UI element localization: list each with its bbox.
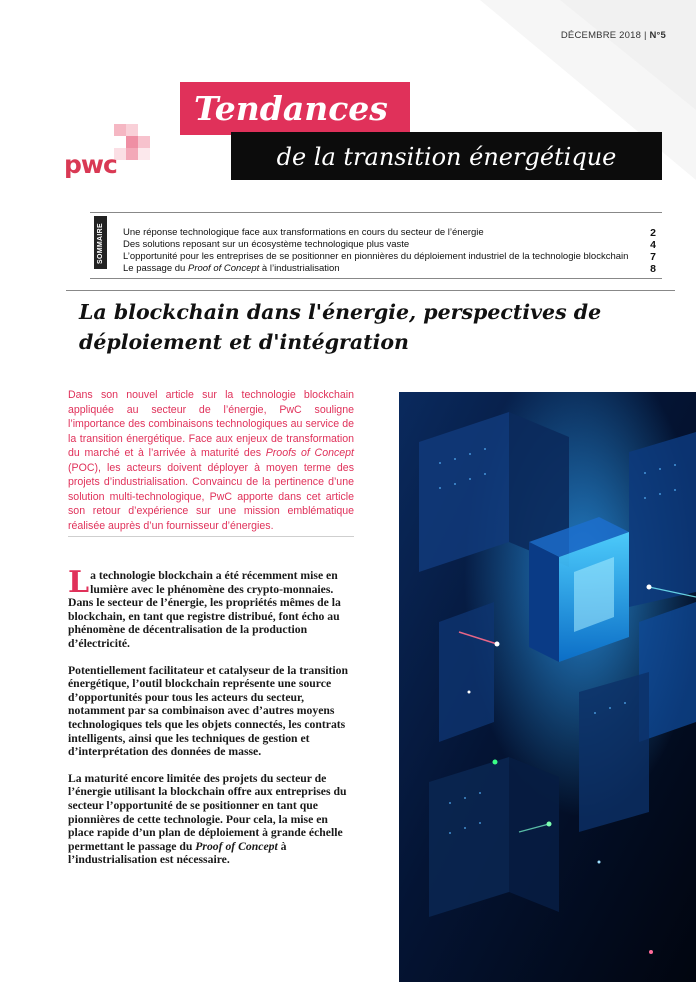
article-lead <box>68 388 354 533</box>
issue-separator: | <box>643 30 647 41</box>
lead-divider <box>68 536 354 537</box>
paragraph-3-italic: Proof of Concept <box>195 839 278 853</box>
toc-text-after: à l’industrialisation <box>259 263 340 274</box>
toc-entry-page: 2 <box>650 227 656 239</box>
lead-text-1: Dans son nouvel article sur la technologie blockchain appliquée au secteur de l’énergie, PwC souligne l’importance des combinaisons technologiques au service de la transition énergétique. Face aux enjeux de transformation du marché et à l’arrivée à maturité des <box>68 389 354 459</box>
table-of-contents <box>90 212 662 279</box>
toc-text-before: Le passage du <box>123 263 188 274</box>
toc-entry[interactable] <box>123 239 656 251</box>
masthead-subtitle: de la transition énergétique <box>231 132 662 180</box>
body-paragraph: Potentiellement facilitateur et catalyseur de la transition énergétique, l’outil blockchain représente une source d’opportunités pour tous les acteurs du secteur, notamment par sa combinaison avec d’autres moyens technologiques tels que les objets connectés, les contrats intelligents, ainsi que les techniques de gestion et d’interprétation des données de masse. <box>68 663 349 759</box>
masthead-title: Tendances <box>180 82 410 135</box>
toc-entry-text: Une réponse technologique face aux transformations en cours du secteur de l’énergie <box>123 227 484 238</box>
pwc-logo-squares-icon <box>114 124 150 160</box>
article-title: La blockchain dans l'énergie, perspectives de déploiement et d'intégration <box>66 290 675 357</box>
toc-entry-page: 8 <box>650 263 656 275</box>
toc-entry-text: L’opportunité pour les entreprises de se positionner en pionnières du déploiement industriel de la technologie blockchain <box>123 251 629 262</box>
toc-entry-text: Des solutions reposant sur un écosystème technologique plus vaste <box>123 239 410 250</box>
issue-date: DÉCEMBRE 2018 <box>560 30 642 41</box>
sommaire-label: SOMMAIRE <box>97 223 104 264</box>
blockchain-hero-image <box>399 392 696 982</box>
article-body <box>68 565 349 880</box>
toc-entry[interactable] <box>123 251 656 263</box>
issue-number: N°5 <box>649 30 666 41</box>
toc-entry-page: 4 <box>650 239 656 251</box>
body-paragraph <box>68 565 348 651</box>
sommaire-tab <box>94 216 107 269</box>
drop-cap: L <box>68 565 90 600</box>
toc-entry[interactable] <box>123 227 656 239</box>
toc-entry[interactable] <box>123 263 656 275</box>
toc-entry-page: 7 <box>650 251 656 263</box>
toc-entry-text <box>123 263 340 274</box>
body-paragraph <box>68 772 348 867</box>
pwc-logo-text: pwc <box>64 150 117 179</box>
issue-info <box>561 30 666 41</box>
lead-text-italic: Proofs of Concept <box>265 447 354 459</box>
paragraph-3-text-1: La maturité encore limitée des projets du secteur de l’énergie utilisant la blockchain offre aux entreprises du secteur l’opportunité de se positionner en tant que pionnières de cette technologie. Pour cela, la mise en place rapide d’un plan de déploiement à grande échelle permettant le passage du <box>68 771 347 853</box>
paragraph-1-text: a technologie blockchain a été récemment mise en lumière avec le phénomène des crypto-monnaies. Dans le secteur de l’énergie, les propriétés mêmes de la blockchain, en tant que registre distribué, font écho au phénomène de décentralisation de la production d’électricité. <box>68 569 341 650</box>
toc-text-italic: Proof of Concept <box>187 263 260 274</box>
lead-text-2: (POC), les acteurs doivent déployer à moyen terme des projets d’industrialisation. Convaincu de la pertinence d’une solution multi-technologique, PwC apporte dans cet article son retour d’expérience sur une mission emblématique réalisée auprès d’un fournisseur d’énergies. <box>68 461 354 532</box>
paragraph-3-text-2: à l’industrialisation est nécessaire. <box>68 839 287 867</box>
